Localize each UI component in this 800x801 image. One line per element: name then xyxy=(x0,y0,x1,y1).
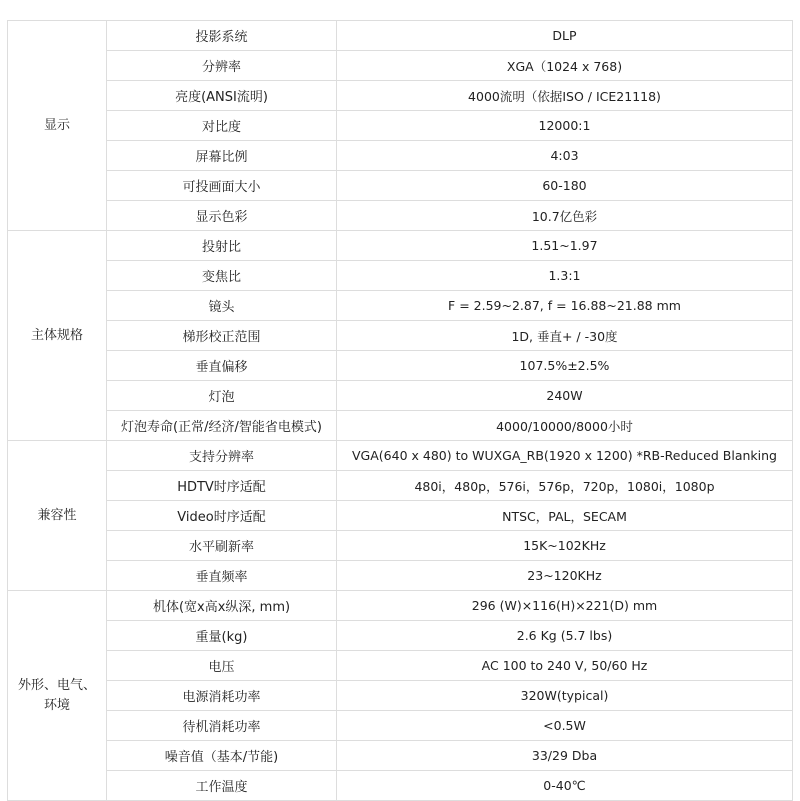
table-row xyxy=(8,201,793,231)
table-row xyxy=(8,561,793,591)
spec-label: 镜头 xyxy=(107,291,337,321)
spec-value: 1.51~1.97 xyxy=(337,231,793,261)
spec-value: 240W xyxy=(337,381,793,411)
spec-label: 工作温度 xyxy=(107,771,337,801)
spec-value: XGA（1024 x 768) xyxy=(337,51,793,81)
spec-label: Video时序适配 xyxy=(107,501,337,531)
spec-value: 2.6 Kg (5.7 lbs) xyxy=(337,621,793,651)
spec-label: 梯形校正范围 xyxy=(107,321,337,351)
spec-label: 亮度(ANSI流明) xyxy=(107,81,337,111)
table-row xyxy=(8,51,793,81)
spec-label: 灯泡 xyxy=(107,381,337,411)
spec-label: 噪音值（基本/节能) xyxy=(107,741,337,771)
spec-value: 0-40℃ xyxy=(337,771,793,801)
spec-label: 垂直频率 xyxy=(107,561,337,591)
group-label: 兼容性 xyxy=(8,441,107,591)
table-row xyxy=(8,711,793,741)
spec-label: 支持分辨率 xyxy=(107,441,337,471)
table-row xyxy=(8,471,793,501)
spec-label: 机体(宽x高x纵深, mm) xyxy=(107,591,337,621)
spec-value: 4:03 xyxy=(337,141,793,171)
spec-label: HDTV时序适配 xyxy=(107,471,337,501)
spec-label: 投影系统 xyxy=(107,21,337,51)
spec-value: 10.7亿色彩 xyxy=(337,201,793,231)
table-row xyxy=(8,321,793,351)
spec-value: 320W(typical) xyxy=(337,681,793,711)
spec-value: 12000:1 xyxy=(337,111,793,141)
table-row xyxy=(8,351,793,381)
table-row xyxy=(8,411,793,441)
spec-value: 33/29 Dba xyxy=(337,741,793,771)
table-row xyxy=(8,261,793,291)
spec-label: 重量(kg) xyxy=(107,621,337,651)
table-row xyxy=(8,291,793,321)
spec-value: NTSC，PAL，SECAM xyxy=(337,501,793,531)
spec-label: 电压 xyxy=(107,651,337,681)
spec-table xyxy=(7,20,793,801)
spec-label: 待机消耗功率 xyxy=(107,711,337,741)
spec-label: 显示色彩 xyxy=(107,201,337,231)
table-row xyxy=(8,531,793,561)
table-row xyxy=(8,651,793,681)
spec-value: 1.3:1 xyxy=(337,261,793,291)
spec-value: 60-180 xyxy=(337,171,793,201)
spec-value: 4000流明（依据ISO / ICE21118) xyxy=(337,81,793,111)
table-row xyxy=(8,21,793,51)
spec-value: 480i，480p，576i，576p，720p，1080i，1080p xyxy=(337,471,793,501)
spec-value: 4000/10000/8000小时 xyxy=(337,411,793,441)
spec-label: 灯泡寿命(正常/经济/智能省电模式) xyxy=(107,411,337,441)
table-row xyxy=(8,501,793,531)
table-row xyxy=(8,741,793,771)
group-label: 外形、电气、环境 xyxy=(8,591,107,801)
spec-value: 296 (W)×116(H)×221(D) mm xyxy=(337,591,793,621)
spec-value: 23~120KHz xyxy=(337,561,793,591)
spec-value: 15K~102KHz xyxy=(337,531,793,561)
spec-label: 水平刷新率 xyxy=(107,531,337,561)
spec-value: AC 100 to 240 V, 50/60 Hz xyxy=(337,651,793,681)
spec-label: 分辨率 xyxy=(107,51,337,81)
spec-value: 107.5%±2.5% xyxy=(337,351,793,381)
table-row xyxy=(8,441,793,471)
spec-value: 1D, 垂直+ / -30度 xyxy=(337,321,793,351)
spec-label: 变焦比 xyxy=(107,261,337,291)
table-row xyxy=(8,141,793,171)
spec-value: DLP xyxy=(337,21,793,51)
table-row xyxy=(8,231,793,261)
spec-label: 投射比 xyxy=(107,231,337,261)
table-row xyxy=(8,591,793,621)
table-row xyxy=(8,771,793,801)
table-row xyxy=(8,171,793,201)
spec-label: 电源消耗功率 xyxy=(107,681,337,711)
spec-value: <0.5W xyxy=(337,711,793,741)
table-row xyxy=(8,621,793,651)
group-label: 主体规格 xyxy=(8,231,107,441)
spec-label: 屏幕比例 xyxy=(107,141,337,171)
spec-value: F = 2.59~2.87, f = 16.88~21.88 mm xyxy=(337,291,793,321)
spec-table-body xyxy=(8,21,793,801)
spec-label: 可投画面大小 xyxy=(107,171,337,201)
table-row xyxy=(8,381,793,411)
table-row xyxy=(8,81,793,111)
table-row xyxy=(8,681,793,711)
spec-label: 垂直偏移 xyxy=(107,351,337,381)
spec-label: 对比度 xyxy=(107,111,337,141)
spec-value: VGA(640 x 480) to WUXGA_RB(1920 x 1200) *RB-Reduced Blanking xyxy=(337,441,793,471)
table-row xyxy=(8,111,793,141)
group-label: 显示 xyxy=(8,21,107,231)
